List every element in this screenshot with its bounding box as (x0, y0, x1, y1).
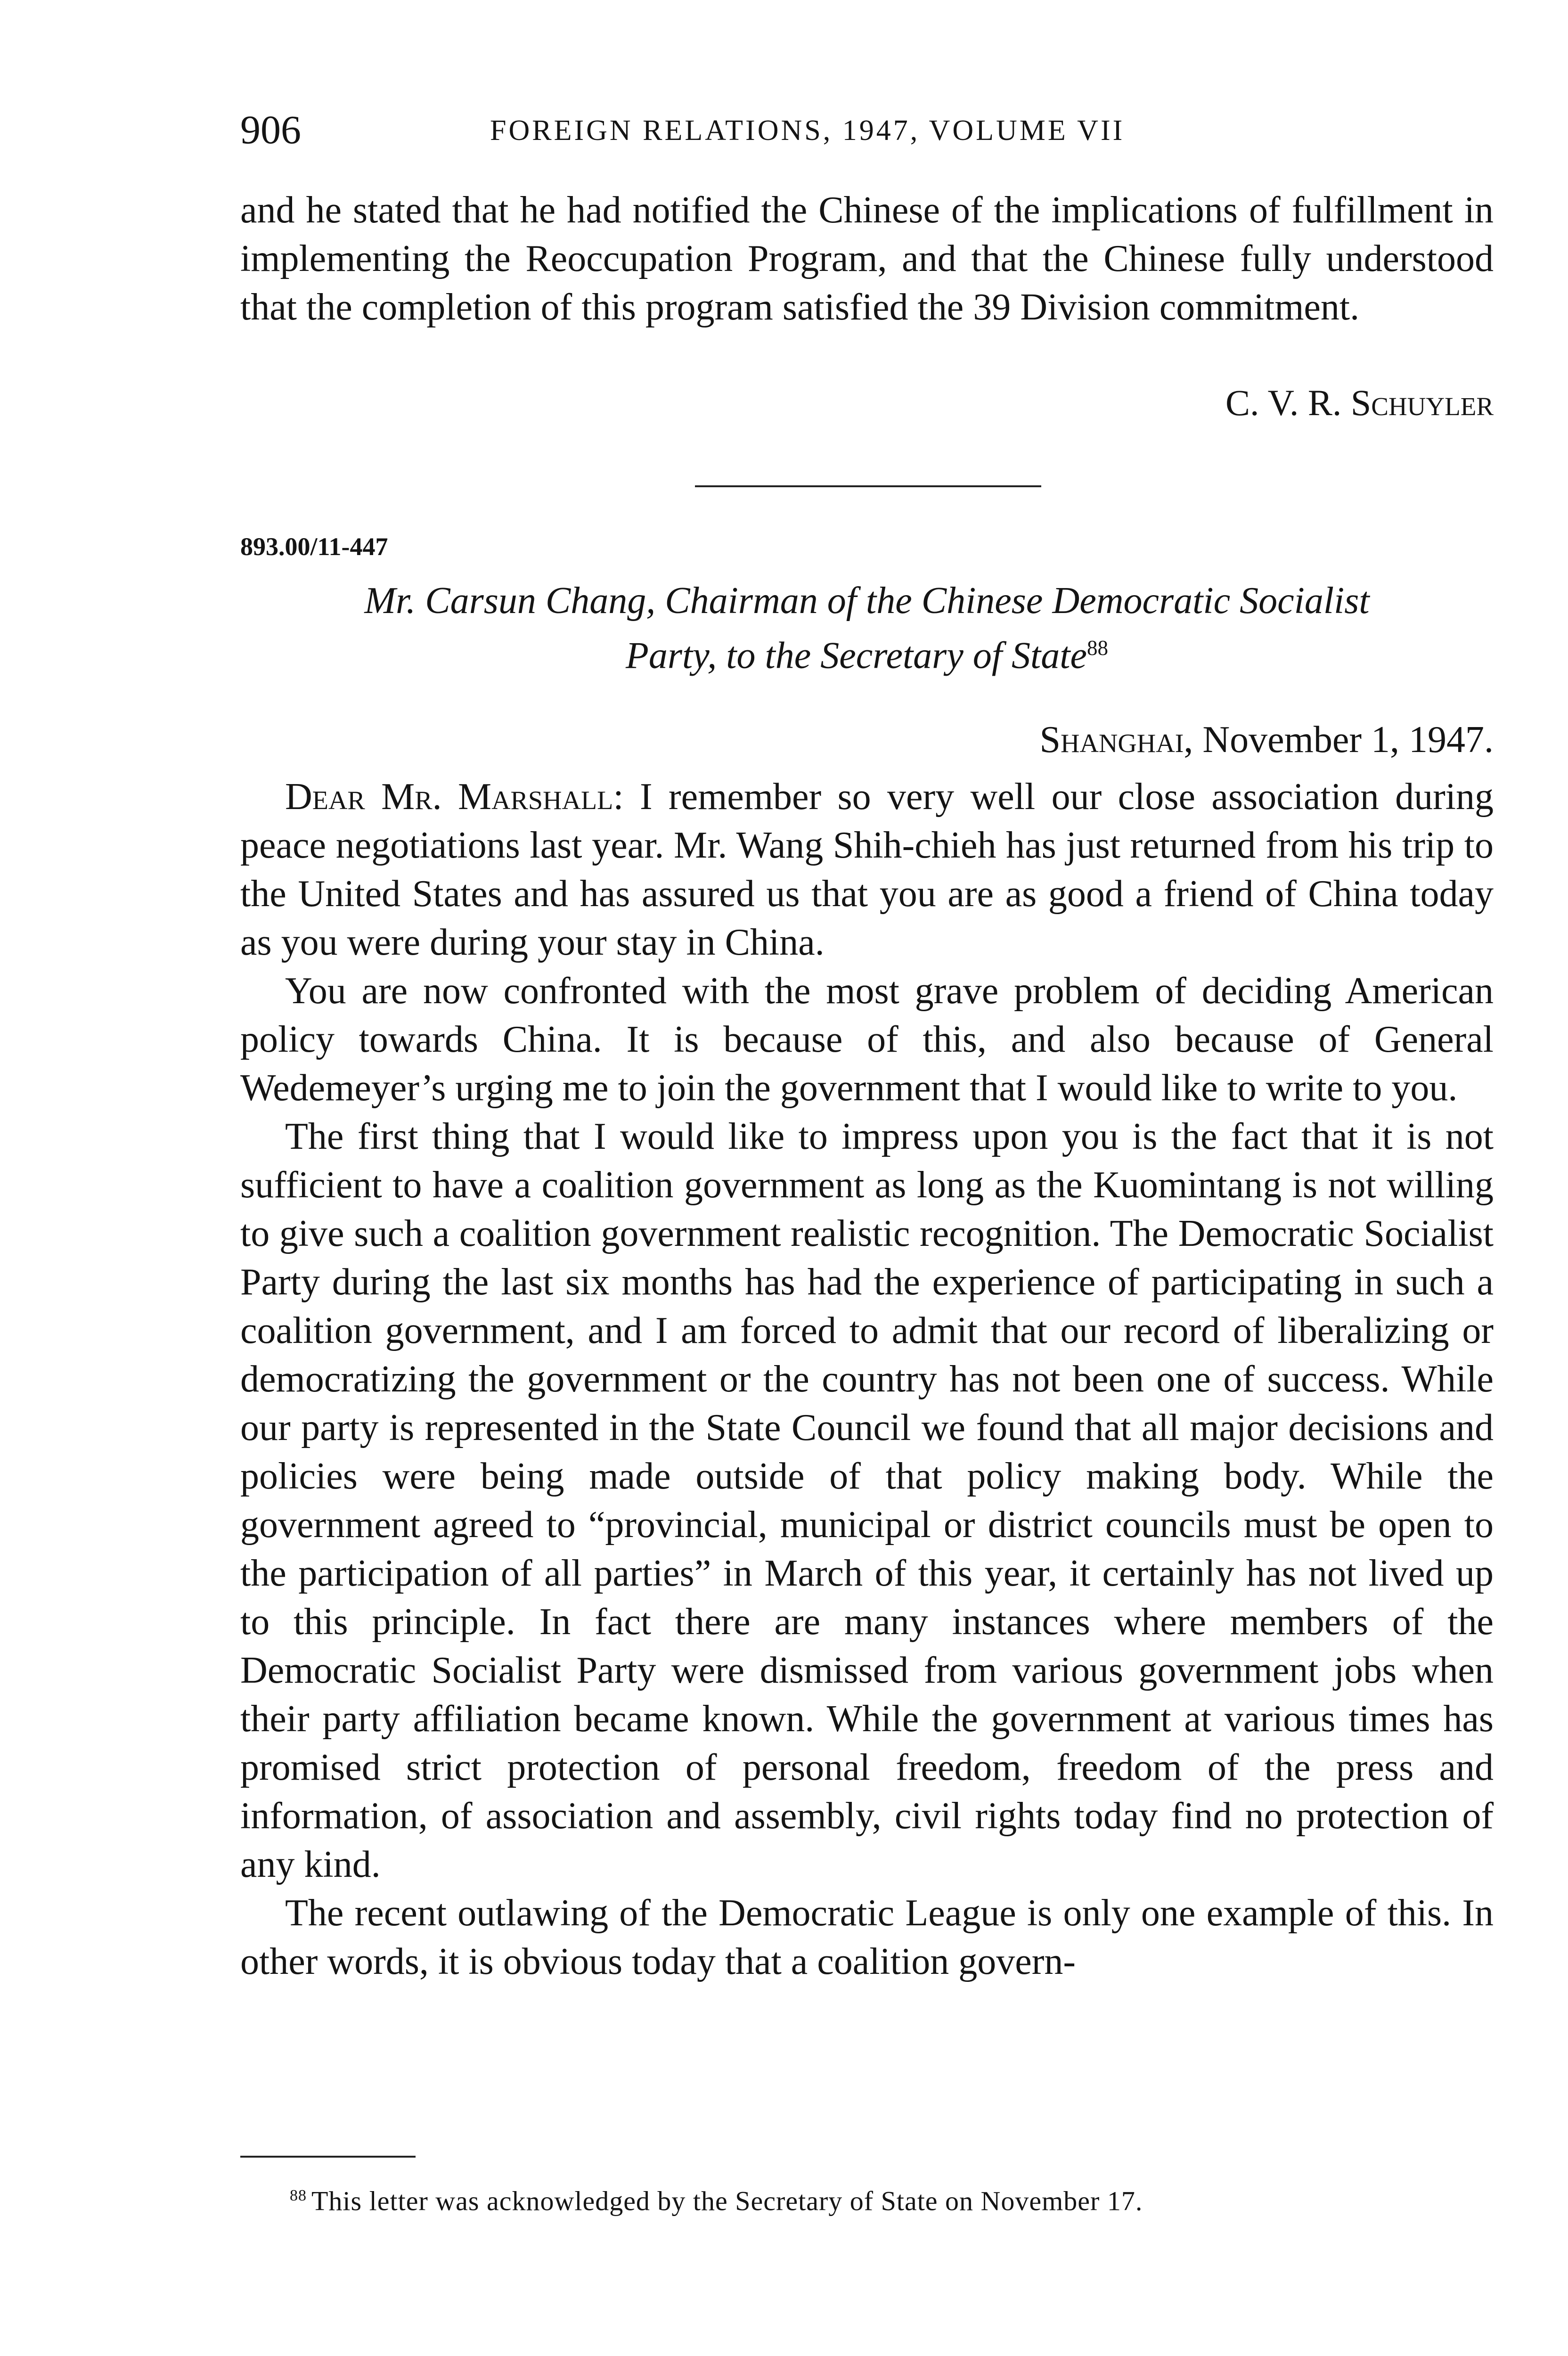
heading-line-2 (240, 624, 1494, 679)
dateline-place: Shanghai (1039, 719, 1184, 761)
letter-paragraph-4: The recent outlawing of the Democratic League is only one example of this. In other words, it is obvious today that a coalition govern- (240, 1892, 1494, 1982)
footnote-divider (240, 2156, 416, 2158)
heading-line-2-text: Party, to the Secretary of State (625, 635, 1087, 677)
letter-paragraph-3: The first thing that I would like to impress upon you is the fact that it is not sufficient to have a coalition government as long as the Kuomintang is not willing to give such a coalition government realistic recognition. The Democratic Socialist Party during the last six months has had the experience of participating in such a coalition government, and I am forced to admit that our record of liberalizing or democratizing the government or the country has not been one of success. While our party is represented in the State Council we found that all major decisions and policies were being made outside of that policy making body. While the government agreed to “provincial, municipal or district councils must be open to the participation of all parties” in March of this year, it certainly has not lived up to this principle. In fact there are many instances where members of the Democratic Socialist Party were dismissed from various government jobs when their party affiliation became known. While the government at various times has promised strict protection of personal freedom, freedom of the press and information, of association and assembly, civil rights today find no protection of any kind. (240, 1116, 1494, 1885)
salutation: Dear Mr. Marshall (285, 776, 613, 818)
dateline-date: , November 1, 1947. (1184, 719, 1494, 761)
footnote-marker: 88 (290, 2187, 307, 2204)
continued-paragraph-text: and he stated that he had notified the Chinese of the implications of fulfillment in implementing the Reoccupation Program, and that the Chinese fully understood that the completion of this program satisfied the 39 Division commitment. (240, 189, 1494, 328)
continued-paragraph (240, 186, 1494, 332)
page-number: 906 (240, 107, 301, 152)
running-head: FOREIGN RELATIONS, 1947, VOLUME VII (490, 115, 1125, 147)
document-file-number: 893.00/11-447 (240, 532, 388, 561)
footnote-text: This letter was acknowledged by the Secretary of State on November 17. (311, 2185, 1143, 2217)
letter-paragraph-1 (240, 773, 1494, 967)
letter-body (240, 773, 1494, 1986)
footnote (290, 2177, 1143, 2220)
letter-paragraph-2: You are now confronted with the most grave problem of deciding American policy towards China. It is because of this, and also because of General Wedemeyer’s urging me to join the government that I would like to write to you. (240, 970, 1494, 1109)
page-header (240, 106, 1494, 163)
signature: C. V. R. Schuyler (1225, 382, 1494, 423)
paragraph-text: I remember so very well our close association during peace negotiations last year. Mr. Wang Shih-chieh has just returned from his trip to the United States and has assured us that you are as good a friend of China today as you were during your stay in China. (240, 776, 1494, 963)
heading-line-1: Mr. Carsun Chang, Chairman of the Chinese Democratic Socialist (364, 580, 1370, 622)
dateline (1040, 716, 1494, 763)
footnote-reference: 88 (1087, 636, 1109, 660)
section-divider (695, 485, 1041, 487)
salutation-separator: : (613, 776, 640, 818)
document-heading (240, 577, 1494, 679)
